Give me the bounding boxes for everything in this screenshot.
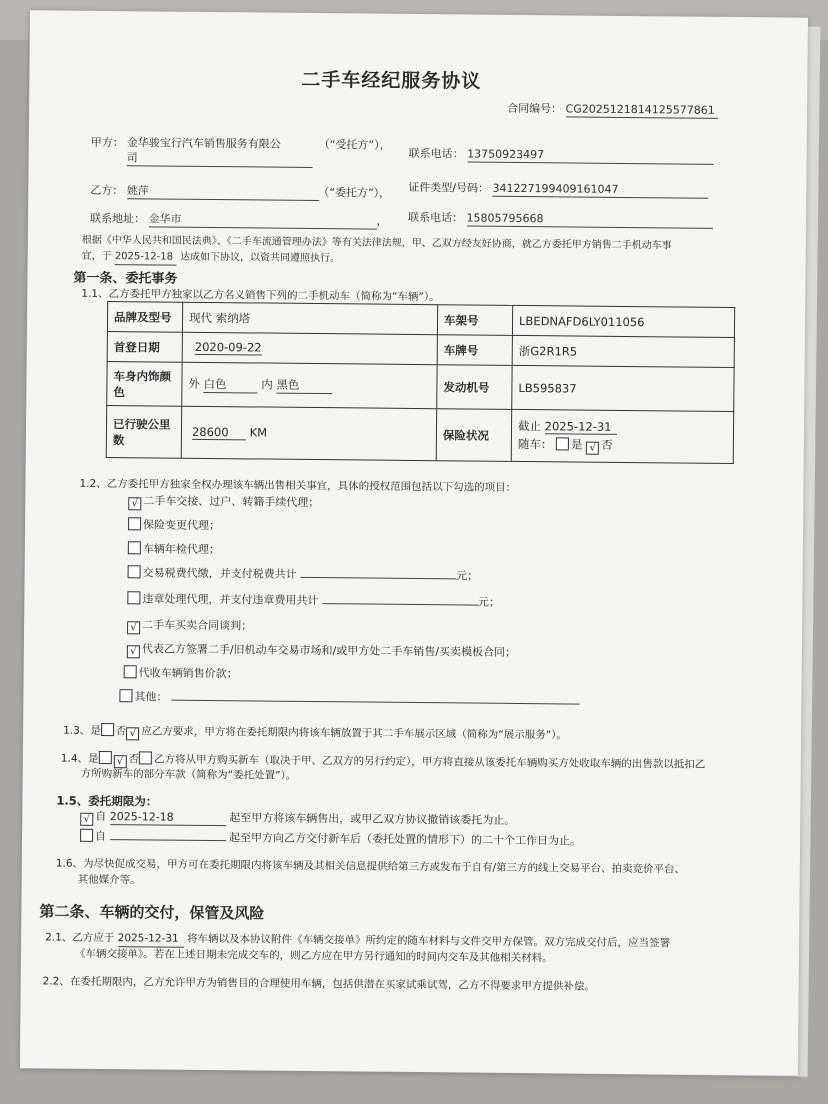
clause-1-3-no-checkbox[interactable]: √ — [126, 727, 139, 740]
term-checkbox[interactable] — [80, 829, 93, 842]
clause-1-4: 1.4、是 √ 否 乙方将从甲方购买新车（取决于甲、乙双方的另行约定），甲方将直接从该委托车辆购买方处收取车辆的出售款以抵扣乙 — [60, 752, 706, 771]
vin-value: LBEDNAFD6LY011056 — [512, 305, 734, 337]
plate-label: 车牌号 — [437, 335, 512, 366]
party-a-phone: 联系电话： 13750923497 — [409, 146, 714, 165]
auth-checkbox[interactable]: √ — [128, 497, 141, 510]
term-date-field[interactable] — [110, 839, 226, 841]
engine-label: 发动机号 — [437, 365, 512, 410]
clause-1-6-cont: 其他媒介等。 — [77, 873, 141, 887]
mileage-label: 已行驶公里 数 — [106, 406, 181, 459]
vin-label: 车架号 — [437, 305, 512, 336]
party-b-name: 乙方： 姚萍 — [90, 183, 319, 201]
preamble-line-2: 宜，于 2025-12-18 达成如下协议，以资共同遵照执行。 — [81, 250, 341, 265]
table-row — [107, 362, 734, 412]
vehicle-table — [106, 301, 735, 464]
auth-checkbox[interactable]: √ — [127, 621, 140, 634]
auth-option-1: √ 二手车交接、过户、转籍手续代理； — [128, 493, 319, 512]
insurance-yes-checkbox[interactable] — [556, 437, 569, 450]
mileage-value: 28600 KM — [181, 406, 436, 460]
term-option-2: 自 起至甲方向乙方交付新车后（委托处置的情形下）的二十个工作日为止。 — [80, 829, 581, 849]
contract-page — [20, 10, 808, 1075]
violation-amount-field[interactable] — [322, 603, 478, 605]
model-label: 品牌及型号 — [107, 302, 182, 333]
auth-option-2: 保险变更代理； — [128, 517, 220, 533]
insurance-label: 保险状况 — [436, 409, 511, 462]
article-2-heading: 第二条、车辆的交付，保管及风险 — [39, 902, 265, 923]
article-1-heading: 第一条、委托事务 — [73, 270, 178, 287]
clause-1-4-mark[interactable]: √ — [113, 755, 126, 768]
auth-option-6: √ 二手车买卖合同谈判； — [127, 617, 252, 635]
clause-1-4-cont: 方所购新车的部分车款（简称为“委托处置”）。 — [80, 767, 297, 782]
auth-checkbox[interactable] — [124, 665, 137, 678]
auth-checkbox[interactable] — [128, 541, 141, 554]
auth-option-8: 代收车辆销售价款； — [124, 665, 238, 681]
party-a-label: 甲方： — [90, 135, 124, 150]
contract-number: 合同编号： CG2025121814125577861 — [507, 101, 718, 119]
color-label: 车身内饰颜 色 — [107, 362, 182, 407]
clause-1-4-no-checkbox[interactable] — [139, 751, 152, 764]
auth-option-4: 交易税费代缴，并支付税费共计 元； — [128, 565, 479, 583]
clause-1-3: 1.3、是 否 √ 应乙方要求，甲方将在委托期限内将该车辆放置于其二手车展示区域（简称为“展示服务”）。 — [63, 724, 567, 742]
contract-number-value: CG2025121814125577861 — [566, 101, 718, 118]
plate-value: 浙G2R1R5 — [512, 335, 734, 367]
term-checkbox[interactable]: √ — [80, 813, 93, 826]
insurance-value: 截止 2025-12-31 随车： 是 √ 否 — [511, 409, 733, 463]
clause-2-1: 2.1、乙方应于 2025-12-31 将车辆以及本协议附件《车辆交接单》所约定的随车材料与文件交甲方保管。双方完成交付后，应当签署 — [45, 931, 671, 950]
other-field[interactable] — [171, 700, 579, 705]
reg-date-value: 2020-09-22 — [182, 332, 437, 364]
party-b-address: 联系地址： 金华市 ， — [89, 211, 388, 228]
model-value: 现代 索纳塔 — [182, 302, 437, 334]
party-a-role: （“受托方”）， — [318, 138, 391, 152]
party-a-name: 金华骏宝行汽车销售服务有限公 司 — [127, 135, 313, 168]
clause-1-2: 1.2、乙方委托甲方独家全权办理该车辆出售相关事宜，具体的授权范围包括以下勾选的项目： — [79, 477, 517, 494]
preamble-line-1: 根据《中华人民共和国民法典》、《二手车流通管理办法》等有关法律法规，甲、乙双方经友好协商，就乙方委托甲方销售二手机动车事 — [81, 234, 672, 252]
tax-amount-field[interactable] — [300, 577, 456, 579]
party-b-id: 证件类型/号码： 341227199409161047 — [408, 180, 708, 199]
auth-checkbox[interactable]: √ — [127, 645, 140, 658]
clause-1-4-yes-checkbox[interactable] — [98, 751, 111, 764]
insurance-no-checkbox[interactable]: √ — [586, 441, 599, 454]
clause-1-6: 1.6、为尽快促成交易，甲方可在委托期限内将该车辆及其相关信息提供给第三方或发布于自有/第三方的线上交易平台、拍卖竞价平台、 — [55, 857, 686, 876]
auth-checkbox[interactable] — [127, 591, 140, 604]
auth-option-9: 其他： — [119, 689, 579, 708]
table-row — [106, 406, 733, 464]
auth-checkbox[interactable] — [119, 689, 132, 702]
party-b-role: （“委托方”）， — [318, 186, 391, 200]
auth-option-3: 车辆年检代理； — [128, 541, 220, 557]
auth-option-7: √ 代表乙方签署二手/旧机动车交易市场和/或甲方处二手车销售/买卖模板合同； — [127, 641, 516, 662]
auth-checkbox[interactable] — [128, 565, 141, 578]
clause-2-2: 2.2、在委托期限内，乙方允许甲方为销售目的合理使用车辆，包括供潜在买家试乘试驾，乙方不得要求甲方提供补偿。 — [42, 975, 595, 993]
color-value: 外 白色 内 黑色 — [182, 362, 437, 408]
party-b-phone: 联系电话： 15805795668 — [408, 210, 713, 229]
auth-checkbox[interactable] — [128, 517, 141, 530]
clause-2-1-cont: 《车辆交接单》。若在上述日期未完成交车的，则乙方应在甲方另行通知的时间内交车及其他相关材料。 — [74, 947, 553, 965]
clause-1-5-heading: 1.5、委托期限为： — [56, 793, 158, 809]
reg-date-label: 首登日期 — [107, 332, 182, 363]
clause-1-3-yes-checkbox[interactable] — [101, 723, 114, 736]
page-title: 二手车经纪服务协议 — [301, 68, 482, 93]
auth-option-5: 违章处理代理，并支付违章费用共计 元； — [127, 591, 500, 610]
term-option-1: √ 自 2025-12-18 起至甲方将该车辆售出，或甲乙双方协议撤销该委托为止。 — [80, 809, 515, 830]
clause-1-1: 1.1、乙方委托甲方独家以乙方名义销售下列的二手机动车（简称为“车辆”）。 — [81, 287, 440, 304]
engine-value: LB595837 — [512, 365, 734, 411]
